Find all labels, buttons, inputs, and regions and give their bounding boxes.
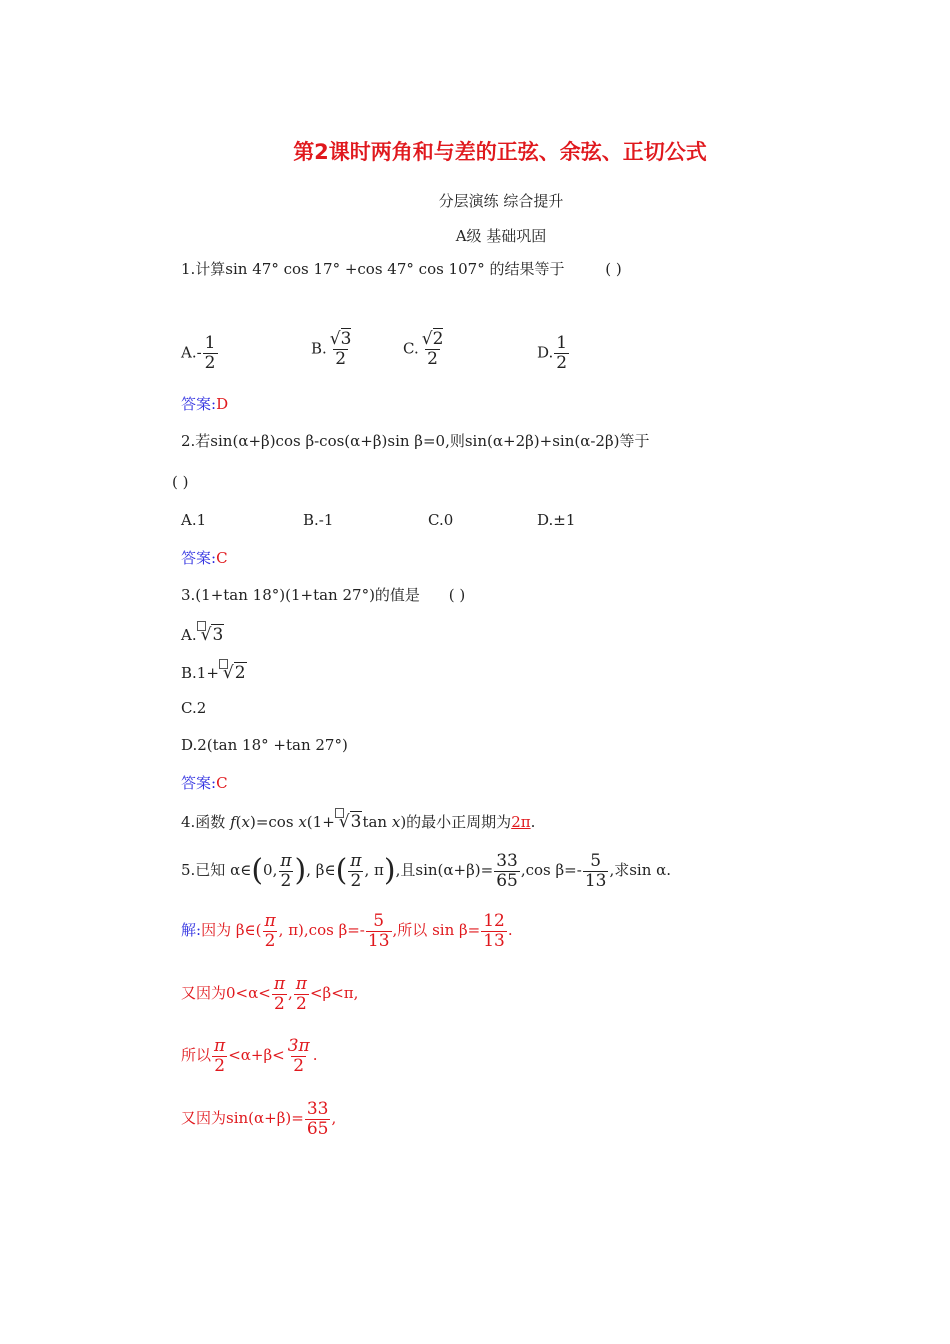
answer-value: C (216, 774, 228, 792)
fraction (203, 334, 218, 373)
question-1-stem (181, 259, 622, 279)
text: <α+β< (228, 1046, 285, 1064)
solution-line-1 (181, 906, 513, 954)
radical: √3 (338, 812, 362, 832)
denominator: 2 (556, 353, 568, 373)
text: . (530, 813, 536, 831)
text: , (288, 984, 293, 1002)
solution-line-2 (181, 969, 358, 1017)
question-1-text: 1.计算sin 47° cos 17° +cos 47° cos 107° 的结果等于 (181, 260, 565, 278)
numerator: √3 (329, 329, 352, 349)
left-paren: ( (335, 853, 348, 888)
question-3-option-c: C.2 (181, 699, 207, 717)
text: ,求sin α. (609, 861, 672, 879)
numerator: π (214, 1035, 226, 1056)
question-2-answer (181, 548, 228, 568)
fraction (366, 912, 392, 951)
question-1-paren: ( ) (605, 260, 622, 278)
text: 4.函数 (181, 813, 226, 831)
solution-label: 解: (181, 921, 202, 939)
text: ,且sin(α+β)= (395, 861, 494, 879)
right-paren: ) (383, 853, 396, 888)
numerator: 5 (373, 910, 385, 931)
question-3-option-d: D.2(tan 18° +tan 27°) (181, 736, 348, 754)
question-1-answer (181, 394, 228, 414)
fraction (272, 975, 287, 1014)
left-paren: ( (251, 853, 264, 888)
variable: x (298, 813, 307, 831)
text: . (312, 1046, 318, 1064)
denominator: 13 (584, 870, 607, 891)
denominator: 13 (483, 930, 505, 951)
section-subtitle: 分层演练 综合提升 (438, 192, 564, 210)
radicand: 3 (212, 625, 224, 645)
question-3-stem (181, 585, 465, 605)
numerator: π (295, 973, 307, 994)
denominator: 2 (335, 349, 347, 369)
answer-value: 2π (511, 813, 531, 831)
numerator: √2 (421, 329, 444, 349)
fraction (348, 852, 363, 891)
answer-label: 答案: (181, 395, 217, 413)
radical: √3 (200, 625, 224, 645)
fraction (420, 330, 446, 369)
numerator: 12 (483, 910, 505, 931)
numerator: π (264, 910, 276, 931)
question-2-option-b: B.-1 (303, 511, 334, 529)
text: 5.已知 α∈ (181, 861, 252, 879)
question-3-answer (181, 773, 228, 793)
text: ,cos β=- (520, 861, 582, 879)
question-3-paren: ( ) (448, 586, 466, 604)
answer-value: C (216, 549, 228, 567)
denominator: 65 (496, 870, 518, 891)
question-2-option-c: C.0 (428, 511, 454, 529)
question-2-paren: ( ) (172, 473, 189, 491)
question-5-stem (181, 846, 671, 894)
radicand: 2 (234, 663, 246, 683)
radicand: 2 (432, 329, 444, 349)
numerator: π (280, 850, 292, 871)
function-name: f (230, 813, 236, 831)
fraction (328, 330, 354, 369)
question-1-option-a (181, 334, 219, 373)
numerator: 5 (590, 850, 602, 871)
option-label: C. (403, 339, 419, 358)
question-1-option-b (311, 330, 354, 369)
variable: x (241, 813, 250, 831)
numerator: 3π (287, 1035, 310, 1056)
numerator: 1 (204, 333, 216, 353)
numerator: 33 (306, 1098, 329, 1119)
text: , β∈ (306, 861, 336, 879)
text: , π),cos β=- (278, 921, 365, 939)
text: 所以 (181, 1046, 212, 1064)
text: 又因为sin(α+β)= (181, 1109, 304, 1127)
fraction (212, 1037, 227, 1076)
text: 又因为0<α< (181, 984, 271, 1002)
denominator: 2 (295, 993, 307, 1014)
question-3-option-b (181, 659, 247, 683)
text: ,所以 sin β= (392, 921, 481, 939)
variable: x (391, 813, 401, 831)
question-1-option-c (403, 330, 446, 369)
fraction (583, 852, 609, 891)
fraction (286, 1037, 312, 1076)
option-label: B. (311, 339, 327, 358)
option-label: A. (181, 626, 197, 644)
answer-label: 答案: (181, 774, 217, 792)
radicand: 3 (340, 329, 352, 349)
level-heading: A级 基础巩固 (455, 227, 547, 245)
numerator: π (350, 850, 362, 871)
question-2-option-a: A.1 (181, 511, 207, 529)
text: . (507, 921, 513, 939)
denominator: 2 (273, 993, 285, 1014)
option-label: A.- (181, 343, 202, 362)
text: 0, (263, 861, 278, 879)
question-2-stem: 2.若sin(α+β)cos β-cos(α+β)sin β=0,则sin(α+2β)+sin(α-2β)等于 (181, 432, 650, 450)
option-label: B.1+ (181, 664, 219, 682)
numerator: π (273, 973, 285, 994)
fraction (262, 912, 277, 951)
question-3-text: 3.(1+tan 18°)(1+tan 27°)的值是 (181, 586, 420, 604)
denominator: 2 (214, 1055, 226, 1076)
answer-value: D (216, 395, 229, 413)
fraction (494, 852, 520, 891)
text: )=cos (249, 813, 294, 831)
text: , (331, 1109, 337, 1127)
text: , π (364, 861, 384, 879)
answer-label: 答案: (181, 549, 217, 567)
text: <β<π, (309, 984, 359, 1002)
solution-line-3 (181, 1031, 318, 1079)
solution-line-4 (181, 1094, 336, 1142)
denominator: 13 (367, 930, 390, 951)
denominator: 2 (350, 870, 362, 891)
radical: √2 (222, 663, 246, 683)
page-title: 第2课时两角和与差的正弦、余弦、正切公式 (293, 140, 707, 164)
question-1-option-d (537, 334, 570, 373)
question-2-option-d: D.±1 (537, 511, 576, 529)
question-4-stem: 4.函数 f(x)=cos x(1+ √3tan x)的最小正周期为2π. (181, 808, 535, 832)
fraction (305, 1100, 331, 1139)
radicand: 3 (350, 812, 362, 832)
right-paren: ) (294, 853, 307, 888)
option-label: D. (537, 343, 554, 362)
text: 因为 β∈( (201, 921, 262, 939)
denominator: 2 (293, 1055, 305, 1076)
denominator: 2 (427, 349, 438, 369)
text: tan (362, 813, 388, 831)
numerator: 33 (496, 850, 518, 871)
denominator: 2 (204, 353, 216, 373)
denominator: 65 (306, 1118, 329, 1139)
question-3-option-a (181, 621, 224, 645)
fraction (481, 912, 507, 951)
text: )的最小正周期为 (400, 813, 512, 831)
fraction (554, 334, 569, 373)
fraction (278, 852, 293, 891)
denominator: 2 (264, 930, 276, 951)
numerator: 1 (556, 333, 568, 353)
fraction (294, 975, 309, 1014)
denominator: 2 (280, 870, 292, 891)
